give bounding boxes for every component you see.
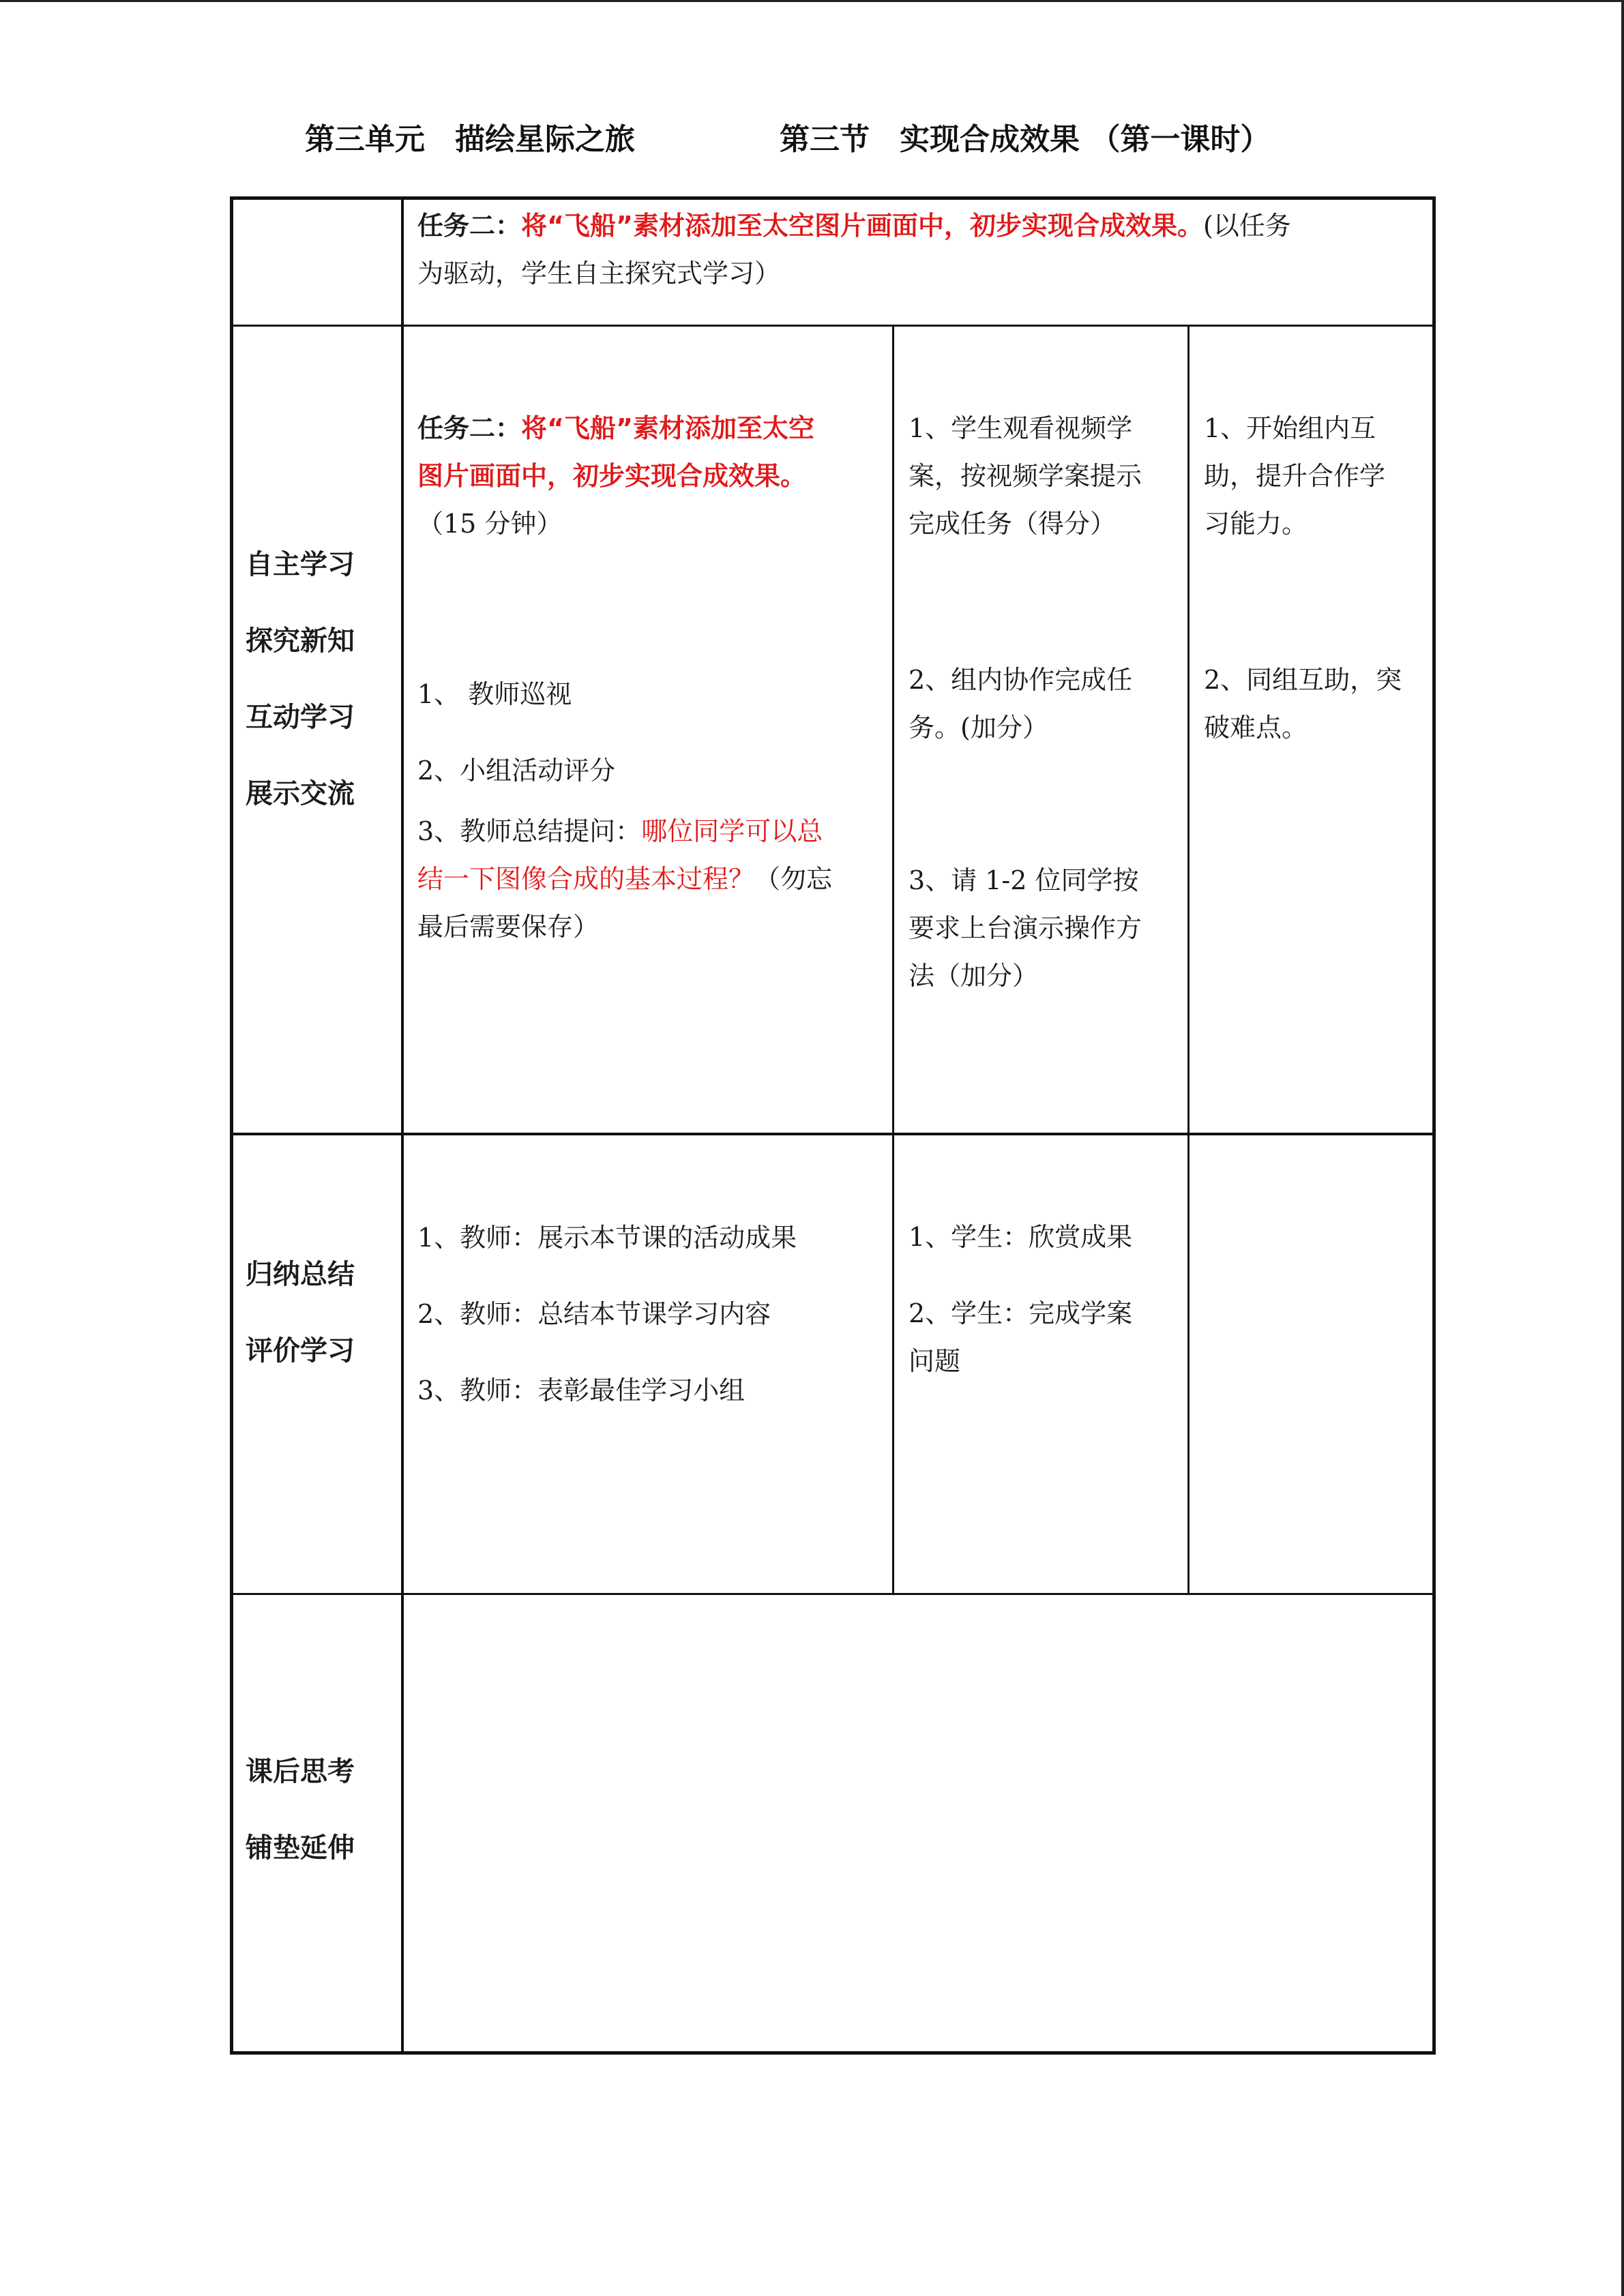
summary-student-cell-2 [909, 1289, 1181, 1385]
teacher-item3-red2: 结一下图像合成的基本过程？ [417, 864, 755, 894]
task-rest: (以任务 [1202, 211, 1291, 241]
summary-label: 评价学习 [246, 1335, 355, 1367]
summary-student-cell [909, 1213, 1181, 1261]
explore-labels [246, 526, 355, 832]
student-text: 法（加分） [909, 961, 1039, 991]
teacher-item3-red1: 哪位同学可以总 [641, 816, 823, 846]
teacher-task-red2: 图片画面中，初步实现合成效果。 [417, 461, 807, 491]
teacher-task-red1: 将“飞船”素材添加至太空 [521, 413, 814, 443]
student-text: 要求上台演示操作方 [909, 913, 1142, 943]
student-text: 2、组内协作完成任 [909, 665, 1133, 695]
explore-student-cell [909, 404, 1181, 548]
explore-teacher-item3 [417, 807, 888, 951]
teacher-task-prefix: 任务二： [417, 413, 522, 443]
teacher-item3-rest: （勿忘 [754, 864, 833, 894]
explore-intent-cell-2 [1204, 656, 1429, 751]
task-cell [417, 202, 1427, 297]
teacher-item3-prefix: 3、教师总结提问： [417, 816, 642, 846]
summary-student-text: 2、学生：完成学案 [909, 1298, 1133, 1328]
after-label: 课后思考 [246, 1756, 355, 1787]
page-right-border [1621, 0, 1624, 2296]
task-line2: 为驱动，学生自主探究式学习） [417, 258, 781, 288]
summary-student-text: 1、学生：欣赏成果 [909, 1222, 1133, 1252]
summary-teacher-item: 2、教师：总结本节课学习内容 [417, 1299, 771, 1329]
student-text: 1、学生观看视频学 [909, 413, 1133, 443]
task-prefix: 任务二： [417, 211, 522, 241]
teacher-item: 1、 教师巡视 [417, 679, 572, 709]
student-text: 完成任务（得分） [909, 509, 1117, 539]
explore-teacher-cell [417, 404, 888, 548]
page-top-border [0, 0, 1624, 2]
column-divider [1187, 325, 1190, 1594]
explore-label: 自主学习 [246, 549, 355, 580]
unit-title: 第三单元 描绘星际之旅 [305, 122, 635, 157]
explore-intent-cell [1204, 404, 1429, 548]
table-top-border [230, 196, 1436, 200]
after-label: 铺垫延伸 [246, 1832, 355, 1864]
explore-label: 互动学习 [246, 702, 355, 733]
column-divider [892, 325, 894, 1594]
summary-teacher-item: 3、教师：表彰最佳学习小组 [417, 1375, 745, 1405]
explore-student-cell-3 [909, 856, 1181, 1000]
student-text: 案，按视频学案提示 [909, 461, 1142, 491]
teacher-item3-line3: 最后需要保存） [417, 912, 600, 942]
explore-student-cell-2 [909, 656, 1181, 751]
intent-text: 2、同组互助，突 [1204, 665, 1402, 695]
summary-teacher-item: 1、教师：展示本节课的活动成果 [417, 1223, 797, 1253]
summary-label: 归纳总结 [246, 1259, 355, 1290]
row-divider [230, 325, 1436, 327]
page-title [0, 115, 1624, 162]
intent-text: 习能力。 [1204, 509, 1308, 539]
teacher-item: 2、小组活动评分 [417, 756, 616, 786]
table-bottom-border [230, 2051, 1436, 2055]
column-divider [401, 196, 404, 2055]
explore-label: 展示交流 [246, 778, 355, 809]
table-right-border [1432, 196, 1436, 2055]
row-divider [230, 1593, 1436, 1595]
intent-text: 破难点。 [1204, 713, 1308, 743]
explore-label: 探究新知 [246, 625, 355, 657]
summary-labels [246, 1236, 355, 1389]
student-text: 3、请 1-2 位同学按 [909, 865, 1139, 895]
intent-text: 助，提升合作学 [1204, 461, 1386, 491]
teacher-duration: （15 分钟） [417, 509, 563, 539]
intent-text: 1、开始组内互 [1204, 413, 1376, 443]
table-left-border [230, 196, 233, 2055]
summary-student-text: 问题 [909, 1346, 961, 1376]
task-red-text: 将“飞船”素材添加至太空图片画面中，初步实现合成效果。 [521, 211, 1203, 241]
student-text: 务。(加分） [909, 713, 1048, 743]
explore-teacher-items [417, 656, 888, 809]
after-labels [246, 1733, 355, 1886]
row-divider [230, 1133, 1436, 1135]
summary-teacher-cell [417, 1199, 888, 1429]
section-title: 第三节 实现合成效果 （第一课时） [780, 122, 1271, 157]
